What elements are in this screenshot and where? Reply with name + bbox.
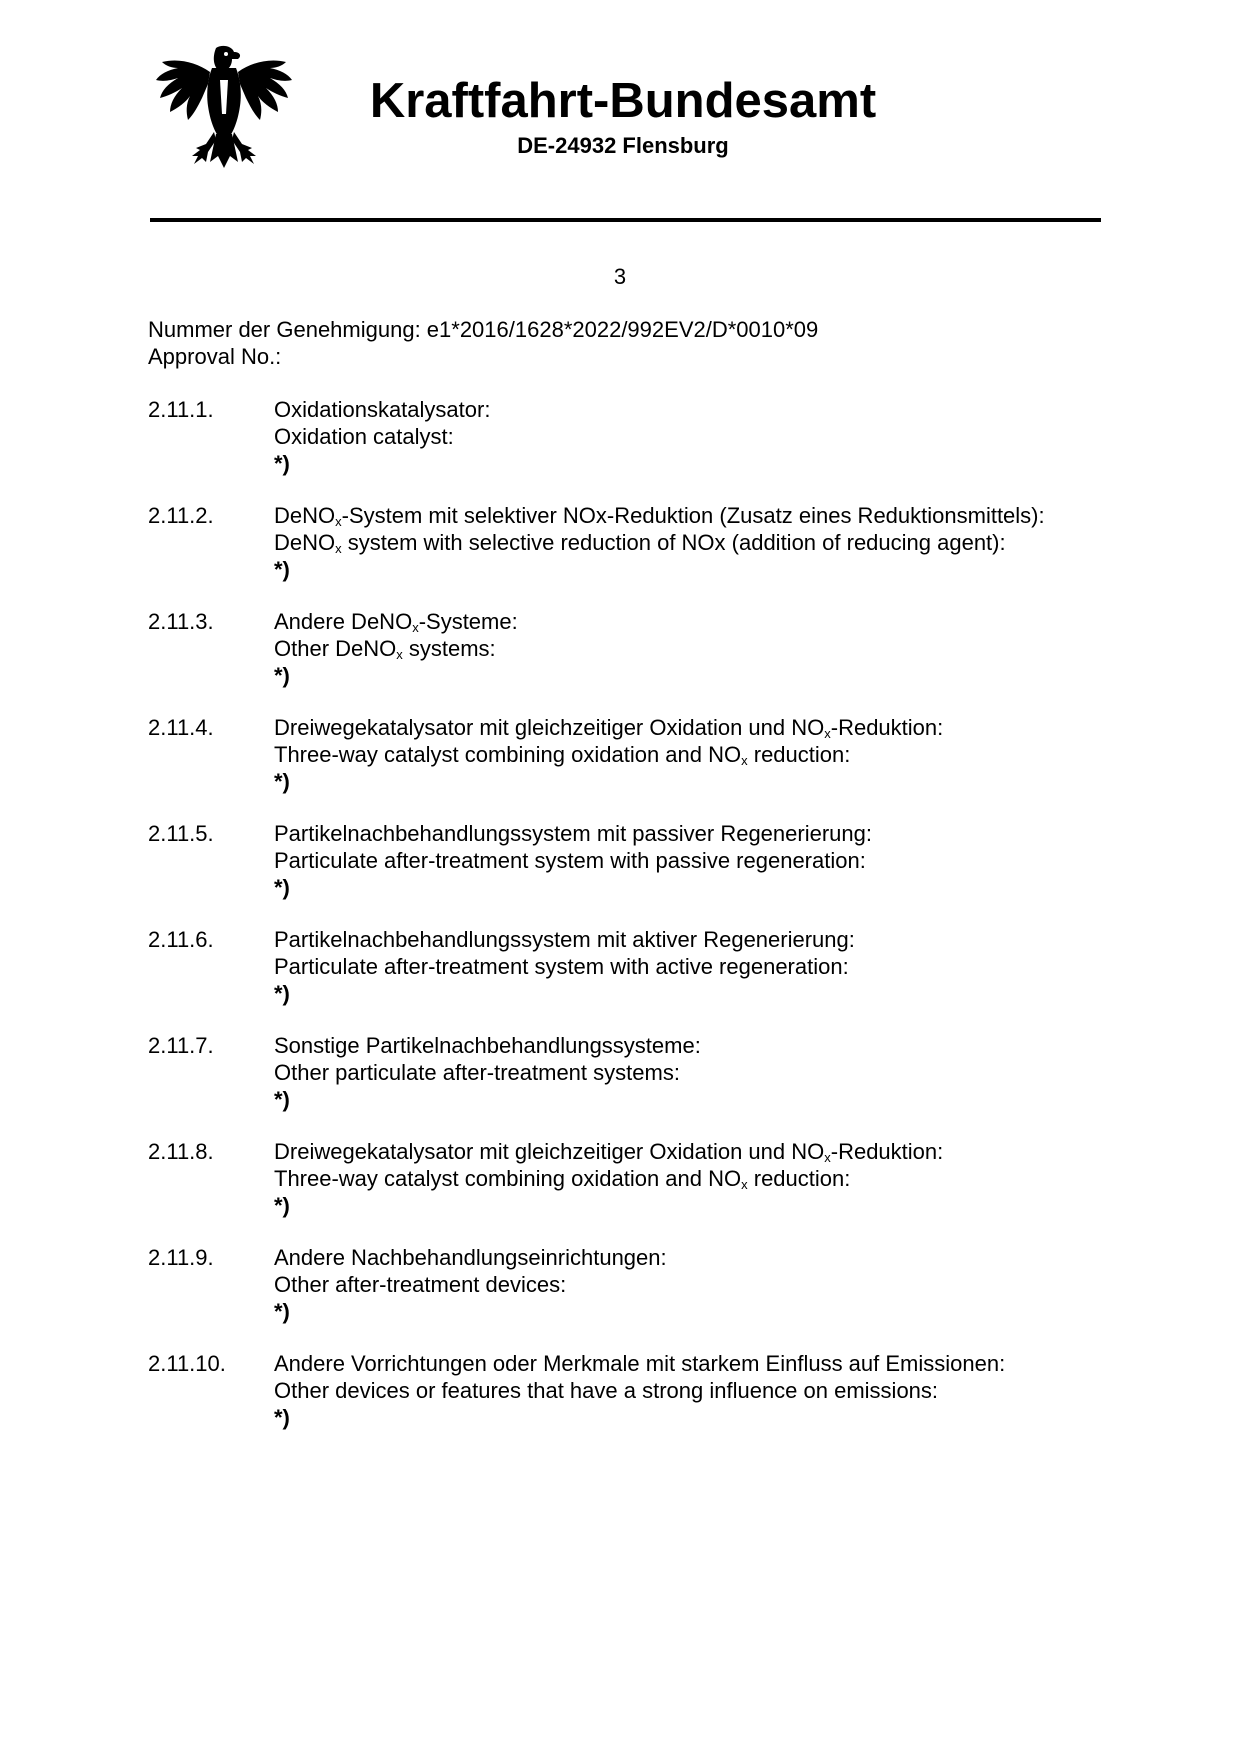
item-value: *) xyxy=(274,1405,290,1430)
item-label-de: Dreiwegekatalysator mit gleichzeitiger Oxidation und $NO_x$-Reduktion: xyxy=(274,1139,944,1165)
item-label-de: Oxidationskatalysator: xyxy=(274,397,491,422)
item-text xyxy=(274,1244,667,1325)
item-label-de: Andere Nachbehandlungseinrichtungen: xyxy=(274,1245,667,1270)
list-item xyxy=(148,1350,1128,1456)
item-value: *) xyxy=(274,1193,290,1218)
item-number: 2.11.4. xyxy=(148,715,214,740)
item-number: 2.11.7. xyxy=(148,1033,214,1058)
item-value: *) xyxy=(274,557,290,582)
item-number: 2.11.5. xyxy=(148,821,214,846)
item-label-en: Other DeNO$_x$ systems: xyxy=(274,636,496,662)
list-item xyxy=(148,926,1128,1032)
item-label-en: Three-way catalyst combining oxidation and $NO_x$ reduction: xyxy=(274,742,851,768)
item-value: *) xyxy=(274,769,290,794)
list-item xyxy=(148,1032,1128,1138)
list-item xyxy=(148,714,1128,820)
item-label-de: Sonstige Partikelnachbehandlungssysteme: xyxy=(274,1033,701,1058)
authority-address: DE-24932 Flensburg xyxy=(517,133,729,158)
approval-number-en: Approval No.: xyxy=(148,344,282,369)
item-list xyxy=(148,396,1128,1456)
item-label-de: Dreiwegekatalysator mit gleichzeitiger Oxidation und $NO_x$-Reduktion: xyxy=(274,715,944,741)
item-label-en: Three-way catalyst combining oxidation and $NO_x$ reduction: xyxy=(274,1166,851,1192)
item-text xyxy=(274,1032,701,1113)
item-label-de: Partikelnachbehandlungssystem mit passiver Regenerierung: xyxy=(274,821,872,846)
item-label-de: Partikelnachbehandlungssystem mit aktiver Regenerierung: xyxy=(274,927,855,952)
list-item xyxy=(148,608,1128,714)
item-text xyxy=(274,820,872,901)
item-text xyxy=(274,502,1045,583)
item-label-en: Other devices or features that have a strong influence on emissions: xyxy=(274,1378,939,1403)
item-number: 2.11.9. xyxy=(148,1245,214,1270)
authority-name: Kraftfahrt-Bundesamt xyxy=(369,74,877,128)
item-number: 2.11.1. xyxy=(148,397,214,422)
item-label-en: Other particulate after-treatment systems: xyxy=(274,1060,680,1085)
item-text xyxy=(274,1350,1005,1431)
item-value: *) xyxy=(274,1299,290,1324)
list-item xyxy=(148,396,1128,502)
item-label-de: DeNO$_x$-System mit selektiver NOx-Reduktion (Zusatz eines Reduktionsmittels): xyxy=(274,503,1045,529)
approval-number-de: Nummer der Genehmigung: e1*2016/1628*2022/992EV2/D*0010*09 xyxy=(148,317,819,342)
page-number: 3 xyxy=(613,264,627,289)
item-label-en: DeNO$_x$ system with selective reduction of NOx (addition of reducing agent): xyxy=(274,530,1006,556)
list-item xyxy=(148,502,1128,608)
item-value: *) xyxy=(274,1087,290,1112)
item-number: 2.11.6. xyxy=(148,927,214,952)
item-value: *) xyxy=(274,451,290,476)
item-label-de: Andere DeNO$_x$-Systeme: xyxy=(274,609,518,635)
item-number: 2.11.10. xyxy=(148,1351,226,1376)
header-divider xyxy=(150,218,1101,222)
item-label-en: Oxidation catalyst: xyxy=(274,424,454,449)
item-value: *) xyxy=(274,875,290,900)
item-label-en: Particulate after-treatment system with active regeneration: xyxy=(274,954,849,979)
list-item xyxy=(148,820,1128,926)
item-label-en: Particulate after-treatment system with passive regeneration: xyxy=(274,848,866,873)
item-text xyxy=(274,396,490,477)
item-label-de: Andere Vorrichtungen oder Merkmale mit starkem Einfluss auf Emissionen: xyxy=(274,1351,1006,1376)
item-number: 2.11.8. xyxy=(148,1139,214,1164)
approval-number-block xyxy=(148,316,818,370)
item-label-en: Other after-treatment devices: xyxy=(274,1272,567,1297)
item-text xyxy=(274,926,855,1007)
item-text xyxy=(274,714,943,795)
list-item xyxy=(148,1138,1128,1244)
item-number: 2.11.2. xyxy=(148,503,214,528)
item-text xyxy=(274,1138,943,1219)
item-value: *) xyxy=(274,663,290,688)
federal-eagle-icon xyxy=(156,44,292,176)
item-number: 2.11.3. xyxy=(148,609,214,634)
list-item xyxy=(148,1244,1128,1350)
item-text xyxy=(274,608,518,689)
item-value: *) xyxy=(274,981,290,1006)
